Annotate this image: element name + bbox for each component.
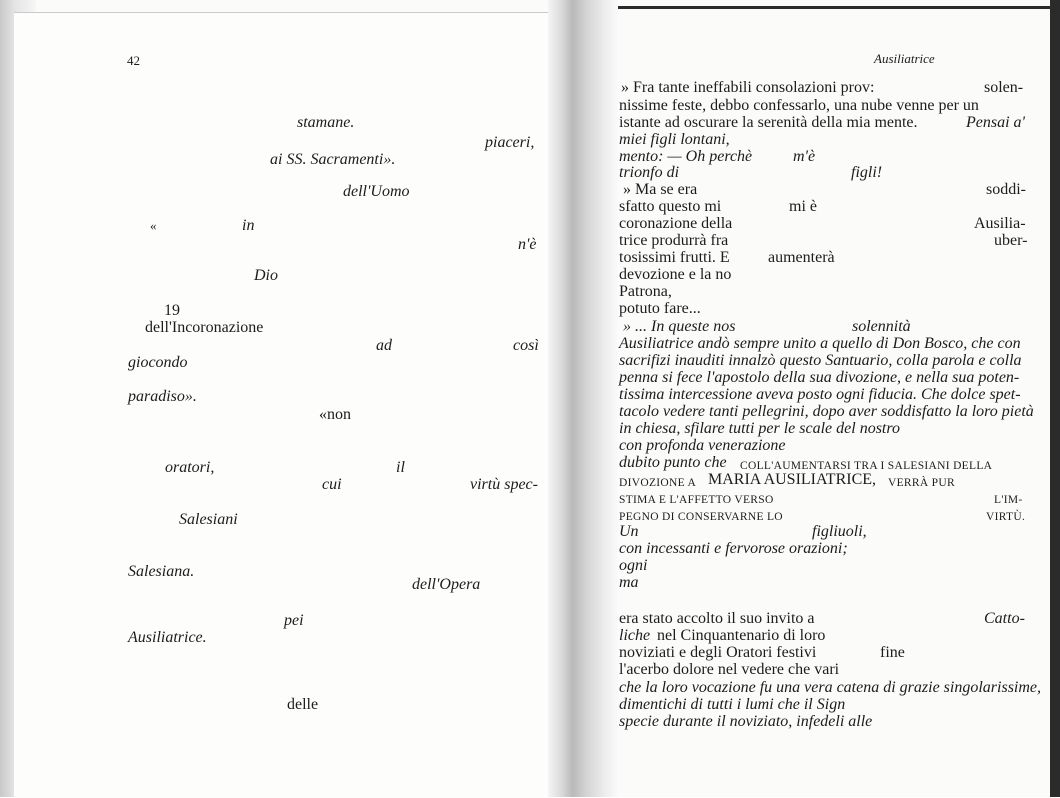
text-fragment: virtù spec- (470, 476, 538, 493)
text-fragment: dell'Uomo (343, 183, 410, 200)
text-line: solen- (984, 79, 1024, 96)
text-fragment: Dio (254, 267, 278, 284)
text-fragment: dell'Incoronazione (145, 319, 264, 336)
text-fragment: così (513, 337, 539, 354)
text-line: noviziati e degli Oratori festivi (619, 644, 817, 661)
text-line: COLL'AUMENTARSI TRA I SALESIANI DELLA (740, 460, 993, 472)
right-page-edge (1050, 0, 1060, 797)
text-line: l'acerbo dolore nel vedere che vari (619, 661, 840, 678)
text-line: figliuoli, (812, 523, 867, 540)
text-line: fine (880, 644, 905, 661)
text-line: era stato accolto il suo invito a (619, 610, 815, 627)
text-line: sacrifizi inauditi innalzò questo Santuario, colla parola e colla (619, 352, 1022, 369)
text-line: devozione e la no (619, 266, 732, 283)
text-fragment: Ausiliatrice. (128, 629, 207, 646)
text-line: uber- (994, 232, 1028, 249)
text-fragment: Salesiana. (128, 563, 195, 580)
text-line: Patrona, (619, 283, 672, 300)
book-gutter (548, 0, 618, 797)
text-line: tacolo vedere tanti pellegrini, dopo aver soddisfatto la loro pietà (619, 403, 1034, 420)
text-line: istante ad oscurare la serenità della mia mente. (619, 114, 918, 131)
left-page (14, 12, 562, 798)
text-line: nissime feste, debbo confessarlo, una nube venne per un (619, 97, 979, 114)
text-line: L'IM- (994, 494, 1023, 506)
text-line: Pensai a' (966, 114, 1025, 131)
text-line: nel Cinquantenario di loro (657, 627, 826, 644)
text-fragment: giocondo (128, 354, 188, 371)
text-line: Catto- (984, 610, 1025, 627)
right-page-top-rule (618, 6, 1060, 9)
text-line: m'è (793, 148, 816, 165)
text-line: tosissimi frutti. E (619, 249, 730, 266)
text-line: soddi- (986, 181, 1026, 198)
text-line: solennità (852, 318, 911, 335)
text-line: PEGNO DI CONSERVARNE LO (619, 511, 783, 523)
text-line: trionfo di (619, 164, 680, 181)
text-fragment: ai SS. Sacramenti». (270, 151, 396, 168)
text-line: con incessanti e fervorose orazioni; (619, 540, 848, 557)
text-fragment: delle (287, 696, 319, 713)
text-line: VERRÀ PUR (888, 477, 955, 489)
text-fragment: n'è (518, 236, 537, 253)
text-line: dimentichi di tutti i lumi che il Sign (619, 696, 846, 713)
text-line: » Fra tante ineffabili consolazioni prov: (621, 79, 875, 96)
text-fragment: Salesiani (179, 511, 238, 528)
text-line: tissima intercessione aveva posto ogni fiducia. Che dolce spet- (619, 386, 1021, 403)
text-line: mi è (789, 198, 817, 215)
text-line: Un (619, 523, 639, 540)
text-line: figli! (851, 164, 883, 181)
text-fragment: oratori, (165, 459, 215, 476)
text-fragment: il (396, 459, 405, 476)
text-fragment: pei (284, 612, 304, 629)
text-line: aumenterà (768, 249, 835, 266)
text-fragment: in (242, 217, 255, 234)
text-line: dubito punto che (619, 454, 727, 471)
text-line: ogni (619, 557, 648, 574)
text-fragment: cui (322, 476, 342, 493)
text-line: mento: — Oh perchè (619, 148, 753, 165)
text-line: ma (619, 574, 639, 591)
text-line: potuto fare... (619, 300, 701, 317)
text-fragment: dell'Opera (412, 576, 481, 593)
text-fragment: paradiso». (128, 388, 197, 405)
text-fragment: 19 (164, 302, 180, 319)
text-fragment: « (150, 218, 157, 233)
text-line: coronazione della (619, 215, 733, 232)
text-line: miei figli lontani, (619, 131, 730, 148)
text-fragment: «non (319, 406, 351, 423)
running-header: Ausiliatrice (874, 51, 935, 66)
text-line: » Ma se era (623, 181, 698, 198)
page-number: 42 (127, 53, 140, 68)
text-line: sfatto questo mi (619, 198, 722, 215)
text-fragment: stamane. (297, 114, 355, 131)
text-fragment: ad (376, 337, 392, 354)
text-line: STIMA E L'AFFETTO VERSO (619, 494, 774, 506)
text-line: MARIA AUSILIATRICE, (708, 471, 877, 488)
text-line: VIRTÙ. (986, 511, 1026, 523)
text-line: trice produrrà fra (619, 232, 729, 249)
text-line: con profonda venerazione (619, 437, 786, 454)
text-line: Ausilia- (974, 215, 1026, 232)
text-line: penna si fece l'apostolo della sua divozione, e nella sua poten- (619, 369, 1020, 386)
text-line: in chiesa, sfilare tutti per le scale del nostro (619, 420, 900, 437)
text-line: che la loro vocazione fu una vera catena di grazie singolarissime, (619, 679, 1042, 696)
text-line: Ausiliatrice andò sempre unito a quello di Don Bosco, che con (619, 335, 1021, 352)
text-line: liche (619, 627, 651, 644)
text-fragment: piaceri, (485, 134, 535, 151)
text-line: DIVOZIONE A (619, 477, 697, 489)
text-line: » ... In queste nos (623, 318, 736, 335)
text-line: specie durante il noviziato, infedeli alle (619, 713, 873, 730)
